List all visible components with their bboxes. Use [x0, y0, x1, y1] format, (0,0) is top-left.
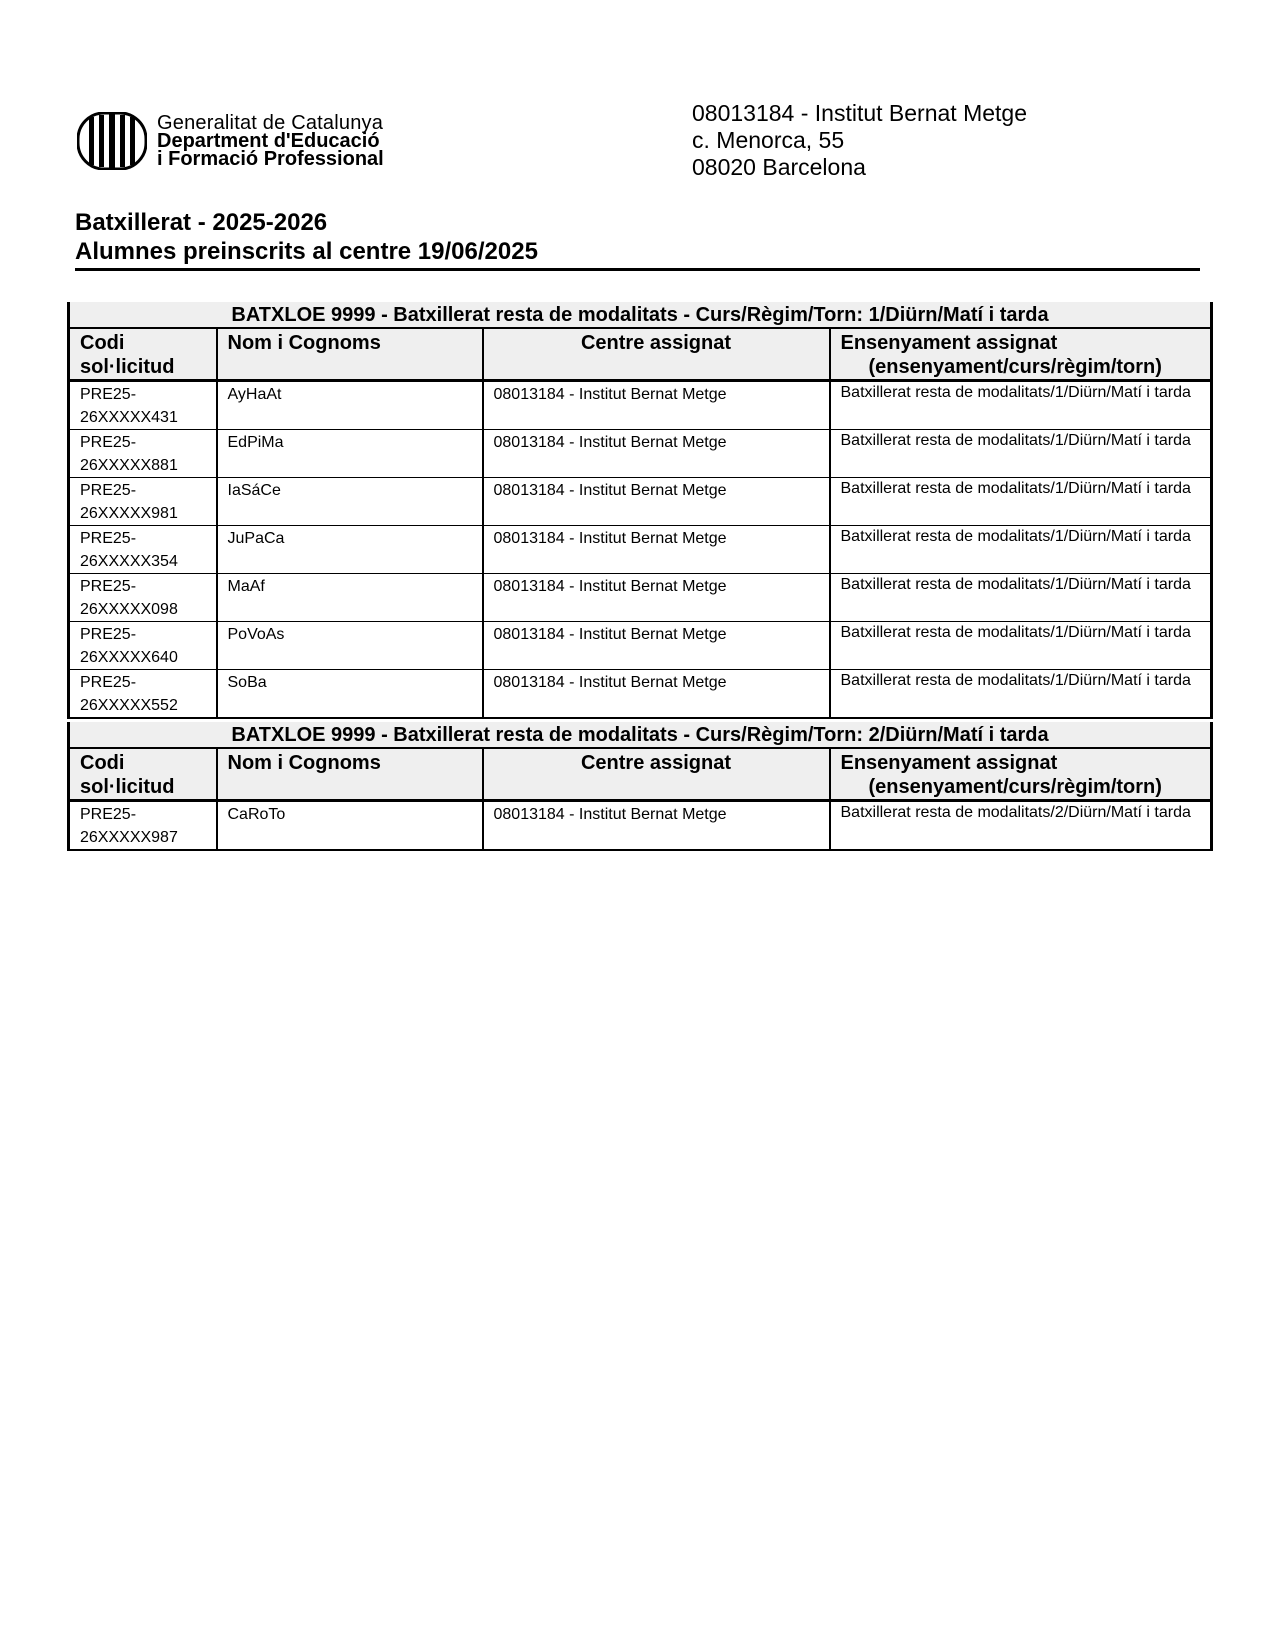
school-name: 08013184 - Institut Bernat Metge	[692, 100, 1027, 126]
table-row	[69, 478, 1212, 526]
table-row	[69, 430, 1212, 478]
group-table-2	[67, 722, 1213, 851]
cell-centre: 08013184 - Institut Bernat Metge	[483, 526, 830, 574]
school-address	[692, 100, 1027, 181]
cell-centre: 08013184 - Institut Bernat Metge	[483, 574, 830, 622]
cell-name: AyHaAt	[217, 381, 483, 430]
cell-name: SoBa	[217, 670, 483, 719]
cell-centre: 08013184 - Institut Bernat Metge	[483, 381, 830, 430]
cell-code: PRE25- 26XXXXX640	[69, 622, 217, 670]
cell-name: IaSáCe	[217, 478, 483, 526]
column-header-teaching: Ensenyament assignat (ensenyament/curs/règim/torn)	[830, 328, 1212, 381]
cell-name: JuPaCa	[217, 526, 483, 574]
table-row	[69, 801, 1212, 851]
cell-code: PRE25- 26XXXXX098	[69, 574, 217, 622]
school-street: c. Menorca, 55	[692, 127, 845, 153]
cell-name: CaRoTo	[217, 801, 483, 851]
cell-name: PoVoAs	[217, 622, 483, 670]
school-city: 08020 Barcelona	[692, 154, 866, 180]
column-header-centre: Centre assignat	[483, 328, 830, 381]
cell-teaching: Batxillerat resta de modalitats/1/Diürn/Matí i tarda	[830, 430, 1212, 478]
cell-teaching: Batxillerat resta de modalitats/1/Diürn/Matí i tarda	[830, 670, 1212, 719]
logo-department-text: Department d'Educació	[157, 130, 380, 152]
group-heading: BATXLOE 9999 - Batxillerat resta de modalitats - Curs/Règim/Torn: 2/Diürn/Matí i tarda	[69, 722, 1212, 748]
document-title-subtitle: Alumnes preinscrits al centre 19/06/2025	[75, 238, 538, 265]
cell-code: PRE25- 26XXXXX881	[69, 430, 217, 478]
column-header-name: Nom i Cognoms	[217, 328, 483, 381]
group-heading: BATXLOE 9999 - Batxillerat resta de modalitats - Curs/Règim/Torn: 1/Diürn/Matí i tarda	[69, 302, 1212, 328]
cell-code: PRE25- 26XXXXX987	[69, 801, 217, 851]
catalonia-emblem-icon	[77, 112, 147, 170]
cell-centre: 08013184 - Institut Bernat Metge	[483, 478, 830, 526]
cell-teaching: Batxillerat resta de modalitats/1/Diürn/Matí i tarda	[830, 526, 1212, 574]
cell-code: PRE25- 26XXXXX552	[69, 670, 217, 719]
column-header-centre: Centre assignat	[483, 748, 830, 801]
cell-teaching: Batxillerat resta de modalitats/2/Diürn/Matí i tarda	[830, 801, 1212, 851]
logo-department-text-2: i Formació Professional	[157, 148, 384, 170]
column-header-code: Codi sol·licitud	[69, 328, 217, 381]
cell-code: PRE25- 26XXXXX354	[69, 526, 217, 574]
document-title-course: Batxillerat - 2025-2026	[75, 209, 328, 236]
generalitat-logo	[77, 112, 384, 170]
cell-code: PRE25- 26XXXXX431	[69, 381, 217, 430]
cell-teaching: Batxillerat resta de modalitats/1/Diürn/Matí i tarda	[830, 478, 1212, 526]
cell-centre: 08013184 - Institut Bernat Metge	[483, 430, 830, 478]
group-table-1	[67, 302, 1213, 719]
table-row	[69, 526, 1212, 574]
cell-teaching: Batxillerat resta de modalitats/1/Diürn/Matí i tarda	[830, 622, 1212, 670]
cell-name: EdPiMa	[217, 430, 483, 478]
document-title	[75, 208, 1200, 266]
title-divider	[75, 268, 1200, 271]
table-row	[69, 622, 1212, 670]
logo-generalitat-text: Generalitat de Catalunya	[157, 112, 384, 134]
column-header-name: Nom i Cognoms	[217, 748, 483, 801]
cell-teaching: Batxillerat resta de modalitats/1/Diürn/Matí i tarda	[830, 381, 1212, 430]
column-header-teaching: Ensenyament assignat (ensenyament/curs/règim/torn)	[830, 748, 1212, 801]
cell-code: PRE25- 26XXXXX981	[69, 478, 217, 526]
cell-centre: 08013184 - Institut Bernat Metge	[483, 622, 830, 670]
table-row	[69, 381, 1212, 430]
cell-teaching: Batxillerat resta de modalitats/1/Diürn/Matí i tarda	[830, 574, 1212, 622]
column-header-code: Codi sol·licitud	[69, 748, 217, 801]
table-row	[69, 574, 1212, 622]
cell-centre: 08013184 - Institut Bernat Metge	[483, 670, 830, 719]
cell-centre: 08013184 - Institut Bernat Metge	[483, 801, 830, 851]
table-row	[69, 670, 1212, 719]
cell-name: MaAf	[217, 574, 483, 622]
